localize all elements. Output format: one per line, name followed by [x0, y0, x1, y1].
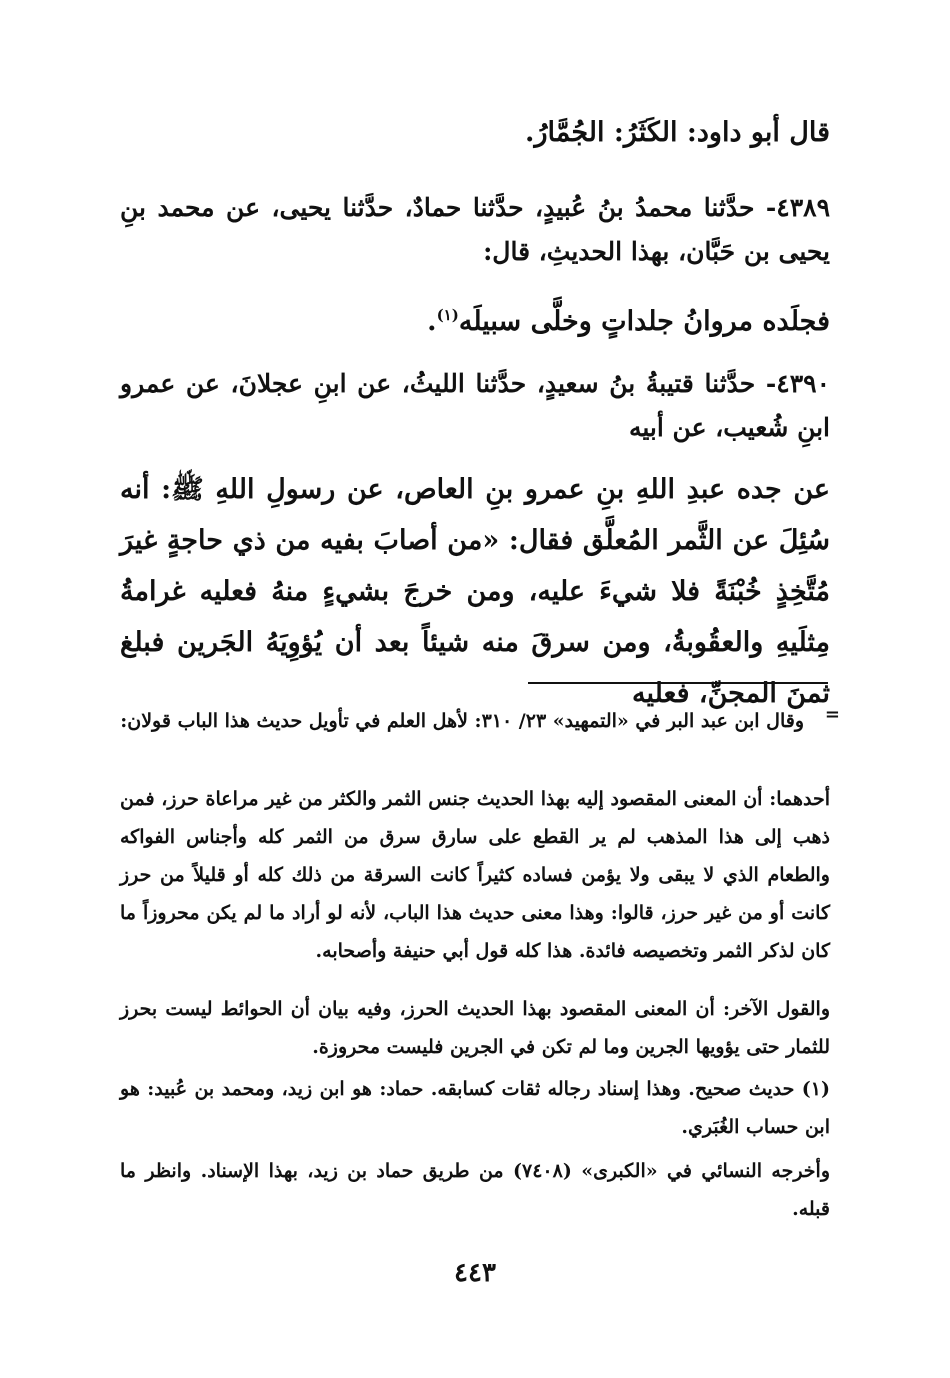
hadith-4390-number: ٤٣٩٠ — [776, 369, 830, 398]
hadith-4390-chain-text: - حدَّثنا قتيبةُ بنُ سعيدٍ، حدَّثنا الليثُ، عن ابنِ عجلانَ، عن عمرو ابنِ شُعيب، عن أبيه — [120, 369, 830, 442]
hadith-4390-text — [120, 464, 830, 719]
footnote-ref-1: (١) — [436, 306, 459, 324]
footnote-continuation-marker: = — [824, 704, 840, 725]
footnote-p1-text: وقال ابن عبد البر في «التمهيد» ٢٣/ ٣١٠: لأهل العلم في تأويل حديث هذا الباب قولان: — [120, 710, 804, 732]
footnote-paragraph-3 — [120, 990, 830, 1066]
footnote-separator — [528, 682, 828, 684]
footnote-p4-text: (١) حديث صحيح. وهذا إسناد رجاله ثقات كسابقه. حماد: هو ابن زيد، ومحمد بن عُبيد: هو ابن حساب الغُبَري. — [120, 1078, 830, 1138]
footnote-paragraph-4 — [120, 1070, 830, 1146]
hadith-4389-chain — [120, 186, 830, 274]
hadith-4389-chain-text: - حدَّثنا محمدُ بنُ عُبيدٍ، حدَّثنا حمادٌ، حدَّثنا يحيى، عن محمد بنِ يحيى بن حَبَّان، بهذا الحديثِ، قال: — [120, 193, 830, 266]
abu-dawud-note — [120, 108, 830, 158]
hadith-4389-body: فجلَده مروانُ جلداتٍ وخلَّى سبيلَه — [458, 306, 830, 337]
hadith-4389-number: ٤٣٨٩ — [776, 193, 830, 222]
hadith-4389-text — [120, 290, 830, 347]
footnote-paragraph-1 — [120, 702, 804, 740]
hadith-4390-chain — [120, 362, 830, 450]
page-number: ٤٤٣ — [454, 1258, 496, 1288]
hadith-4390-body: عن جده عبدِ اللهِ بنِ عمرو بنِ العاص، عن رسولِ اللهِ ﷺ: أنه سُئِلَ عن الثَّمر المُعلَّق فقال: «من أصابَ بفيه من ذي حاجةٍ غيرَ مُتَّخِذٍ خُبْنَةً فلا شيءَ عليه، ومن خرجَ بشيءٍ منهُ فعليه غرامةُ مِثلَيهِ والعقُوبةُ، ومن سرقَ منه شيئاً بعد أن يُؤوِيَهُ الجَرين فبلغ ثمنَ المجنِّ، فعليه — [120, 474, 830, 709]
footnote-p5-text: وأخرجه النسائي في «الكبرى» (٧٤٠٨) من طريق حماد بن زيد، بهذا الإسناد. وانظر ما قبله. — [120, 1160, 830, 1220]
footnote-paragraph-5 — [120, 1152, 830, 1228]
abu-dawud-note-text: قال أبو داود: الكَثَرُ: الجُمَّارُ. — [525, 117, 830, 148]
footnote-p2-text: أحدهما: أن المعنى المقصود إليه بهذا الحديث جنس الثمر والكثر من غير مراعاة حرز، فمن ذهب إلى هذا المذهب لم ير القطع على سارق سرق من الثمر كله وأجناس الفواكه والطعام الذي لا يبقى ولا يؤمن فساده كثيراً كانت السرقة من ذلك كله أو قليلاً من حرز كانت أو من غير حرز، قالوا: وهذا معنى حديث هذا الباب، لأنه لو أراد ما لم يكن محروزاً ما كان لذكر الثمر وتخصيصه فائدة. هذا كله قول أبي حنيفة وأصحابه. — [120, 788, 830, 962]
hadith-4389-end: . — [427, 306, 437, 337]
footnote-paragraph-2 — [120, 780, 830, 970]
footnote-p3-text: والقول الآخر: أن المعنى المقصود بهذا الحديث الحرز، وفيه بيان أن الحوائط ليست بحرز للثمار حتى يؤويها الجرين وما لم تكن في الجرين فليست محروزة. — [120, 998, 830, 1058]
